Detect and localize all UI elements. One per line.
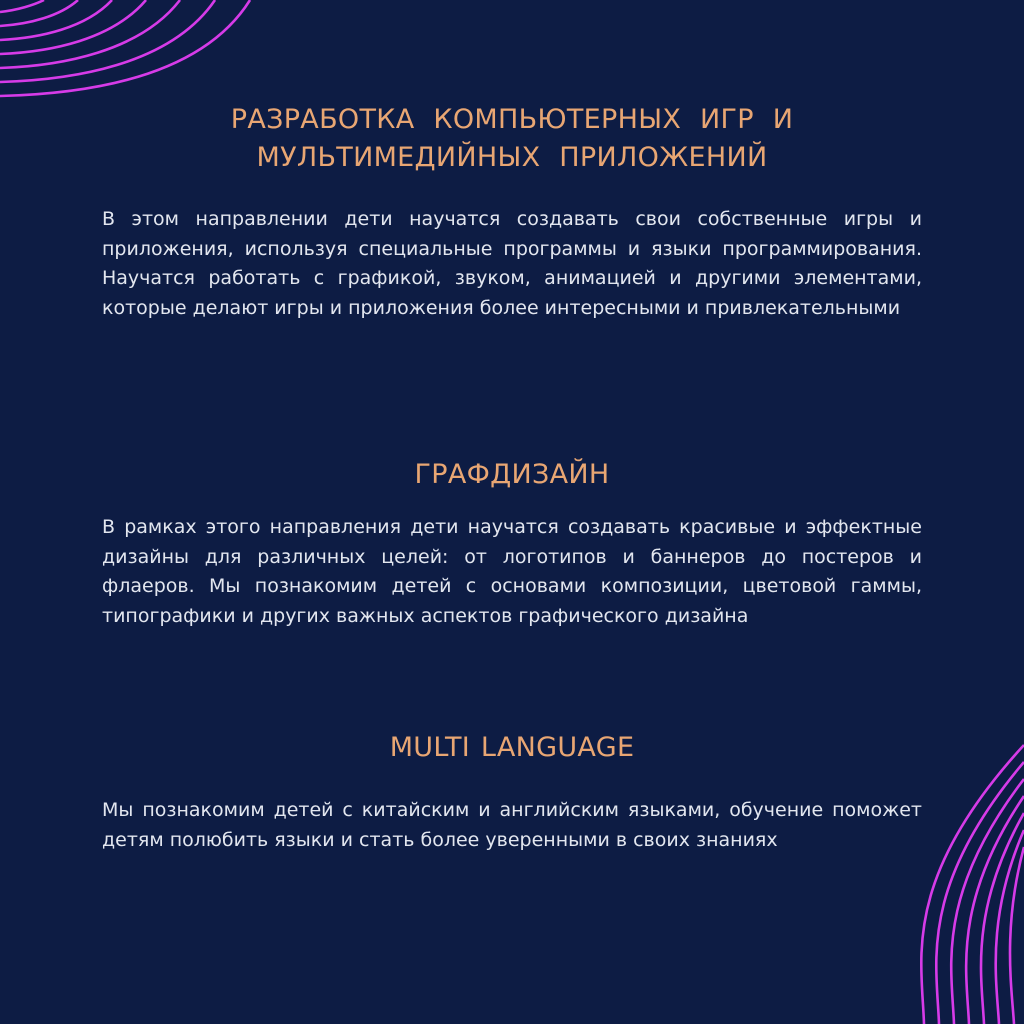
section-title-graphic-design: ГРАФДИЗАЙН [414, 459, 610, 490]
section-title-game-development [102, 101, 922, 177]
top-left-wave-decoration [0, 0, 260, 110]
section-title-multi-language: MULTI LANGUAGE [389, 732, 635, 763]
section-title-line: РАЗРАБОТКА КОМПЬЮТЕРНЫХ ИГР И [230, 104, 794, 135]
section-title-line: МУЛЬТИМЕДИЙНЫХ ПРИЛОЖЕНИЙ [256, 142, 768, 173]
section-body-graphic-design: В рамках этого направления дети научатся создавать красивые и эффектные дизайны для различных целей: от логотипов и баннеров до постеров и флаеров. Мы познакомим детей с основами композиции, цветовой гаммы, типографики и других важных аспектов графического дизайна [102, 516, 922, 628]
section-body-multi-language: Мы познакомим детей с китайским и английским языками, обучение поможет детям полюбить языки и стать более уверенными в своих знаниях [102, 799, 922, 851]
section-body-game-development: В этом направлении дети научатся создавать свои собственные игры и приложения, используя специальные программы и языки программирования. Научатся работать с графикой, звуком, анимацией и другими элементами, которые делают игры и приложения более интересными и привлекательными [102, 208, 922, 320]
